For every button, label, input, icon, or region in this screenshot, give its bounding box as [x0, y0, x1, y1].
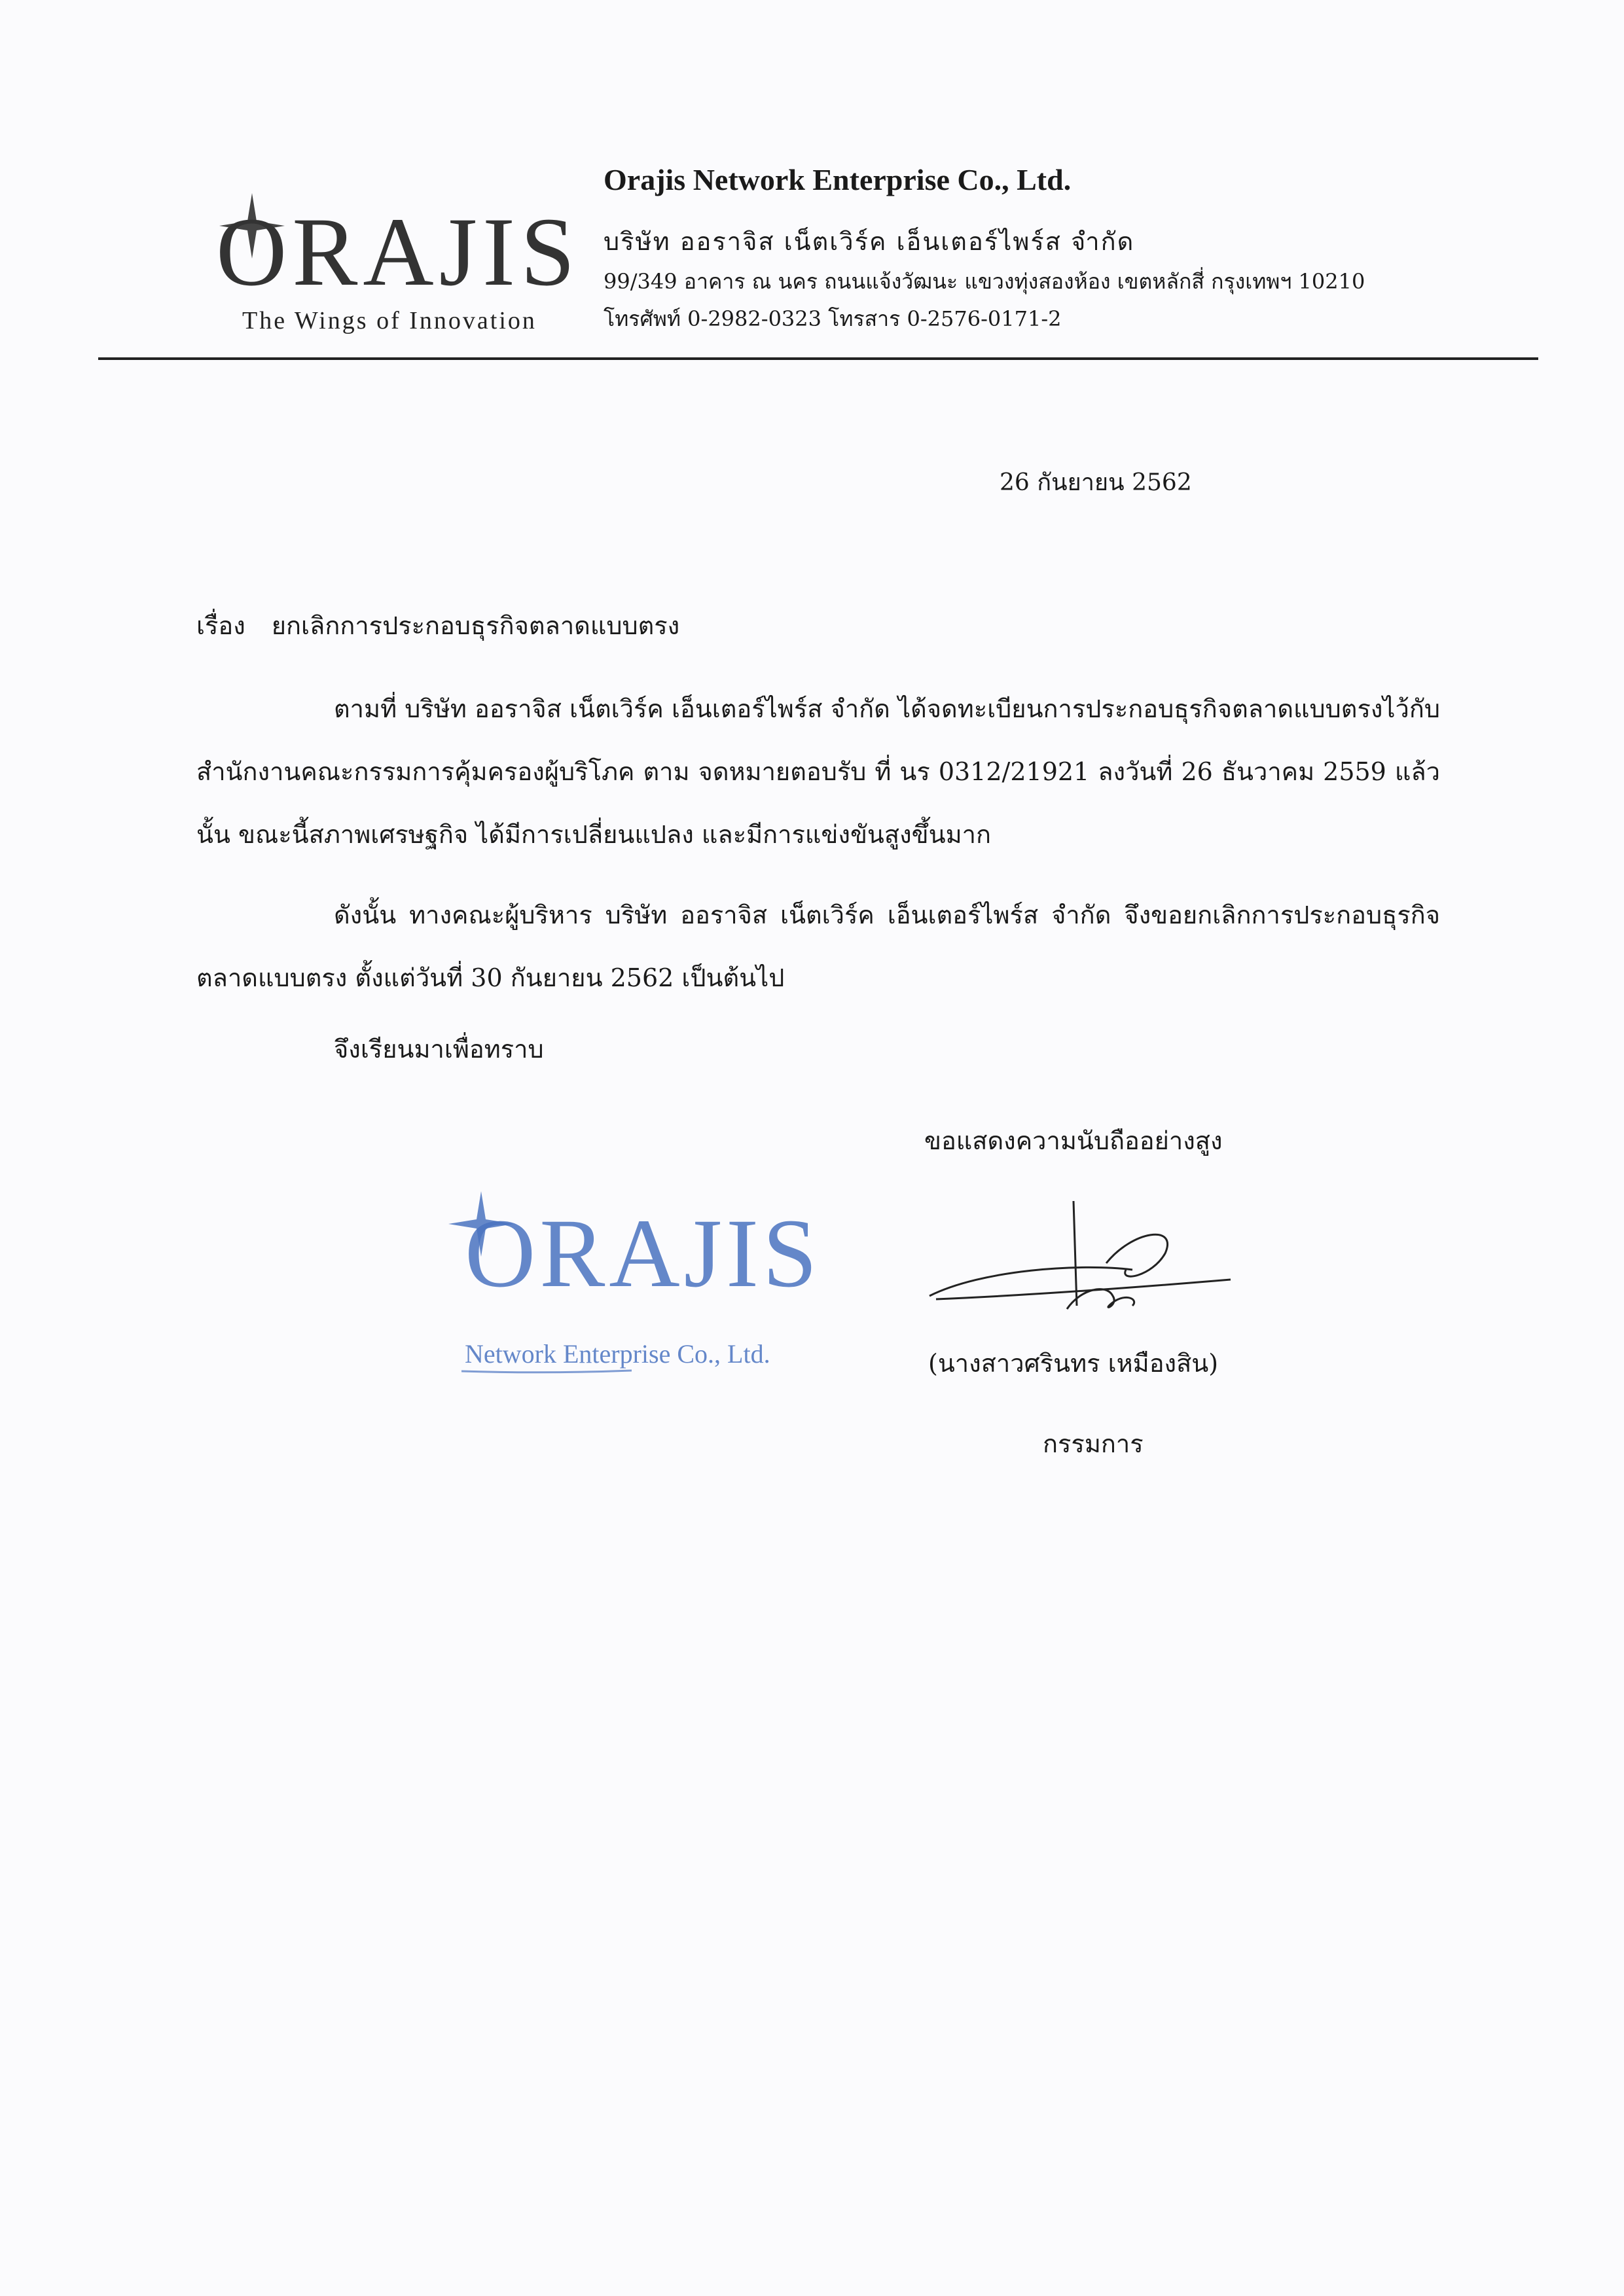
- logo-tagline: The Wings of Innovation: [242, 307, 537, 334]
- regards-line: ขอแสดงความนับถืออย่างสูง: [924, 1126, 1223, 1155]
- letter-date: 26 กันยายน 2562: [1000, 469, 1192, 496]
- letter-subject: [196, 605, 679, 645]
- company-name-en: Orajis Network Enterprise Co., Ltd.: [604, 163, 1072, 196]
- stamp-wordmark: ORAJIS: [465, 1199, 821, 1308]
- logo-wordmark: ORAJIS: [216, 198, 581, 306]
- signer-name: (นางสาวศรินทร เหมืองสิน): [928, 1349, 1219, 1378]
- subject-text: ยกเลิกการประกอบธุรกิจตลาดแบบตรง: [271, 611, 680, 640]
- subject-label: เรื่อง: [196, 611, 245, 640]
- company-stamp: [452, 1199, 844, 1401]
- company-logo: [216, 198, 581, 334]
- signature: [916, 1191, 1244, 1322]
- header-divider: [98, 357, 1538, 360]
- closing-line: จึงเรียนมาเพื่อทราบ: [334, 1035, 544, 1064]
- company-contact: โทรศัพท์ 0-2982-0323 โทรสาร 0-2576-0171-2: [604, 306, 1062, 331]
- paragraph-1: ตามที่ บริษัท ออราจิส เน็ตเวิร์ค เอ็นเตอร์ไพร์ส จำกัด ได้จดทะเบียนการประกอบธุรกิจตลาดแบบตรงไว้กับสำนักงานคณะกรรมการคุ้มครองผู้บริโภค ตาม จดหมายตอบรับ ที่ นร 0312/21921 ลงวันที่ 26 ธันวาคม 2559 แล้วนั้น ขณะนี้สภาพเศรษฐกิจ ได้มีการเปลี่ยนแปลง และมีการแข่งขันสูงขึ้นมาก: [196, 694, 1440, 849]
- paragraph-2: ดังนั้น ทางคณะผู้บริหาร บริษัท ออราจิส เน็ตเวิร์ค เอ็นเตอร์ไพร์ส จำกัด จึงขอยกเลิกการประกอบธุรกิจตลาดแบบตรง ตั้งแต่วันที่ 30 กันยายน 2562 เป็นต้นไป: [196, 901, 1440, 992]
- company-name-th: บริษัท ออราจิส เน็ตเวิร์ค เอ็นเตอร์ไพร์ส จำกัด: [604, 227, 1135, 256]
- company-address: 99/349 อาคาร ณ นคร ถนนแจ้งวัฒนะ แขวงทุ่งสองห้อง เขตหลักสี่ กรุงเทพฯ 10210: [604, 269, 1365, 294]
- stamp-subtitle: Network Enterprise Co., Ltd.: [465, 1339, 770, 1369]
- stamp-underline: [461, 1368, 632, 1374]
- signer-position: กรรมการ: [1043, 1429, 1144, 1458]
